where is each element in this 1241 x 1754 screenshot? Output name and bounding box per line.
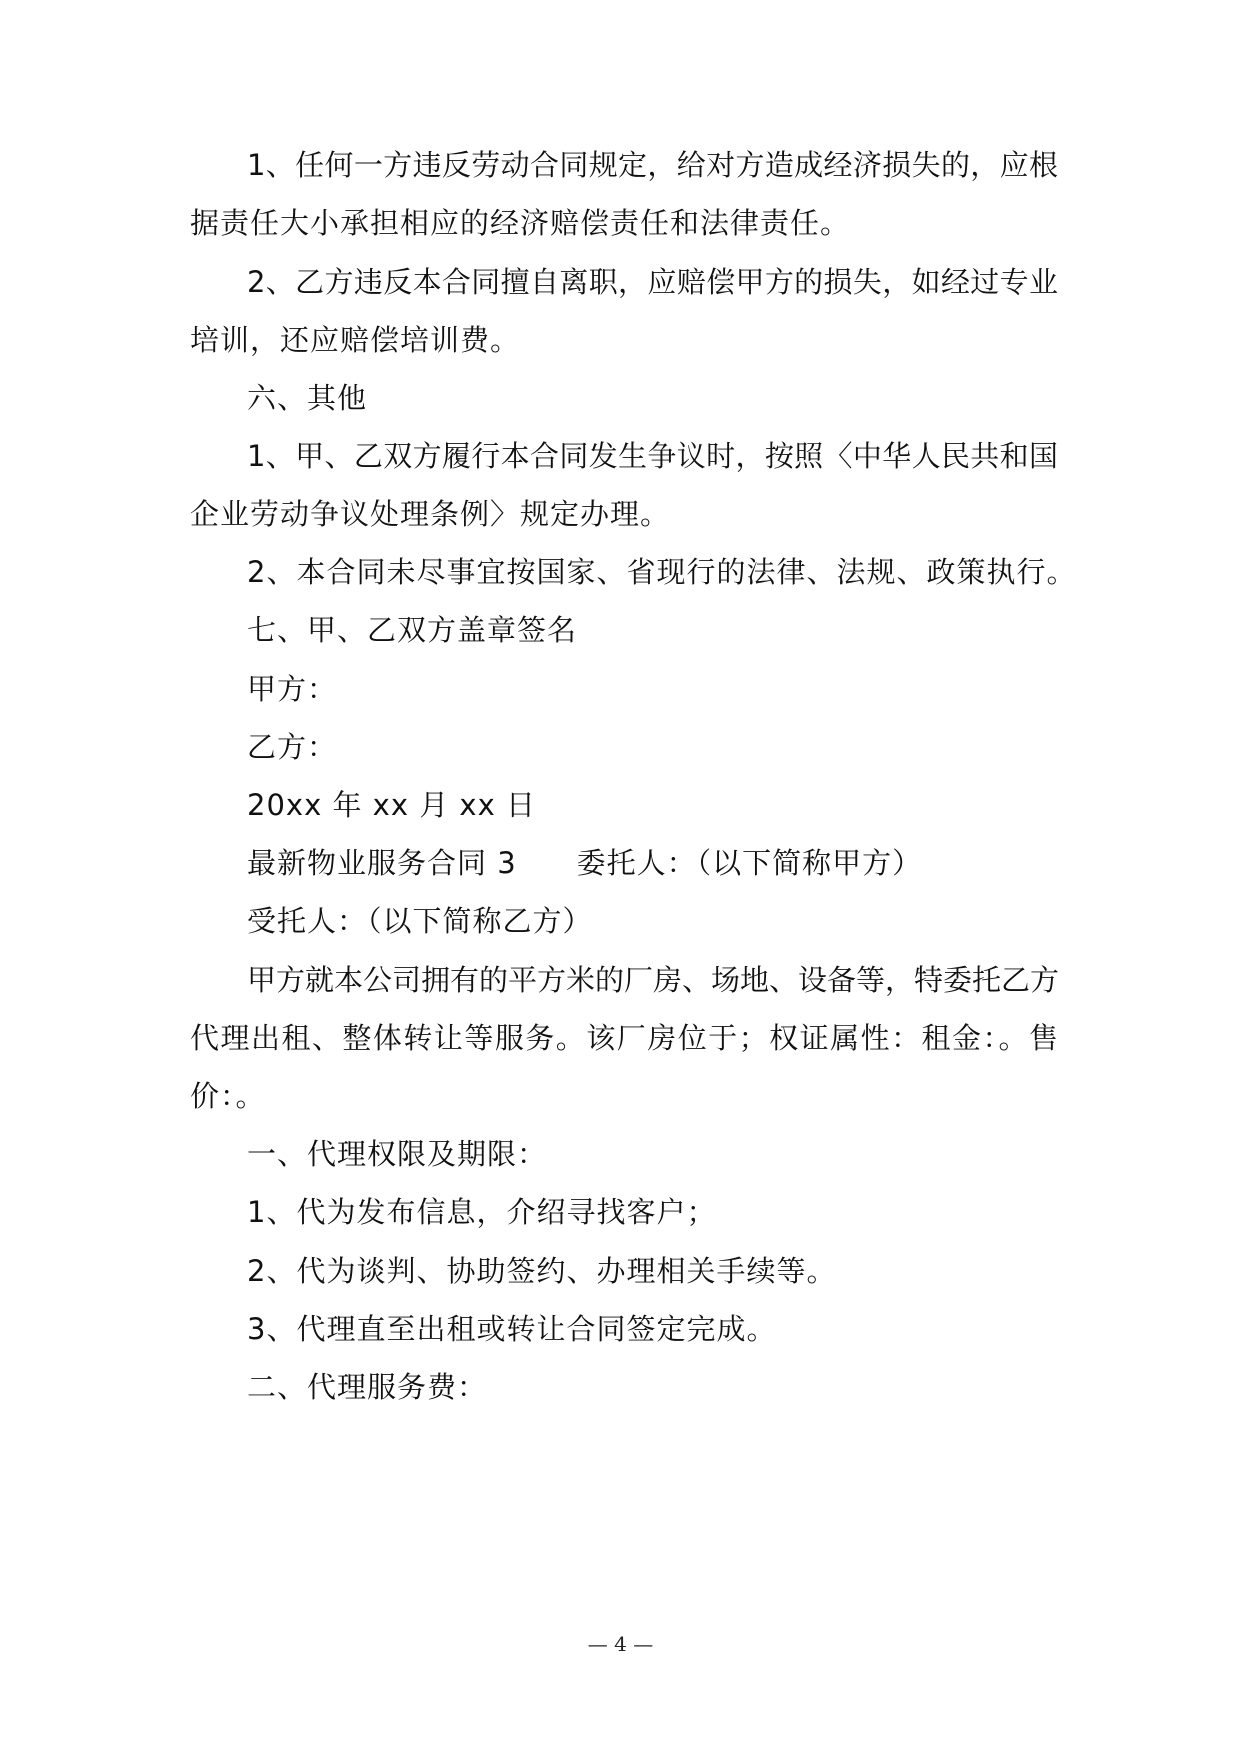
paragraph-line: 企业劳动争议处理条例〉规定办理。	[190, 497, 671, 531]
section-heading: 七、甲、乙双方盖章签名	[247, 613, 578, 647]
paragraph-line: 培训，还应赔偿培训费。	[190, 323, 521, 357]
contract-title-line	[0, 843, 1241, 883]
section-heading: 六、其他	[247, 381, 368, 415]
paragraph-line: 代理出租、整体转让等服务。该厂房位于；权证属性：租金：。售	[190, 1021, 1058, 1055]
paragraph-line: 2、乙方违反本合同擅自离职，应赔偿甲方的损失，如经过专业	[247, 265, 1058, 299]
paragraph-line: 甲方就本公司拥有的平方米的厂房、场地、设备等，特委托乙方	[247, 963, 1060, 997]
party-b-label: 乙方：	[247, 730, 338, 764]
contract-title: 最新物业服务合同 3	[247, 846, 517, 880]
paragraph-line: 2、本合同未尽事宜按国家、省现行的法律、法规、政策执行。	[247, 555, 1077, 589]
agent-label: 受托人：（以下简称乙方）	[247, 904, 593, 938]
paragraph-line: 价：。	[190, 1079, 266, 1113]
party-a-label: 甲方：	[247, 672, 338, 706]
section-heading: 一、代理权限及期限：	[247, 1137, 548, 1171]
paragraph-line: 3、代理直至出租或转让合同签定完成。	[247, 1312, 777, 1346]
paragraph-line: 1、代为发布信息，介绍寻找客户；	[247, 1195, 717, 1229]
paragraph-line: 1、甲、乙双方履行本合同发生争议时，按照〈中华人民共和国	[247, 439, 1058, 473]
paragraph-line: 1、任何一方违反劳动合同规定，给对方造成经济损失的，应根	[247, 148, 1058, 182]
paragraph-line: 据责任大小承担相应的经济赔偿责任和法律责任。	[190, 206, 851, 240]
client-label: 委托人：（以下简称甲方）	[576, 846, 923, 880]
date-line: 20xx 年 xx 月 xx 日	[247, 788, 536, 822]
page-number: — 4 —	[587, 1632, 654, 1656]
section-heading: 二、代理服务费：	[247, 1370, 488, 1404]
paragraph-line: 2、代为谈判、协助签约、办理相关手续等。	[247, 1254, 837, 1288]
